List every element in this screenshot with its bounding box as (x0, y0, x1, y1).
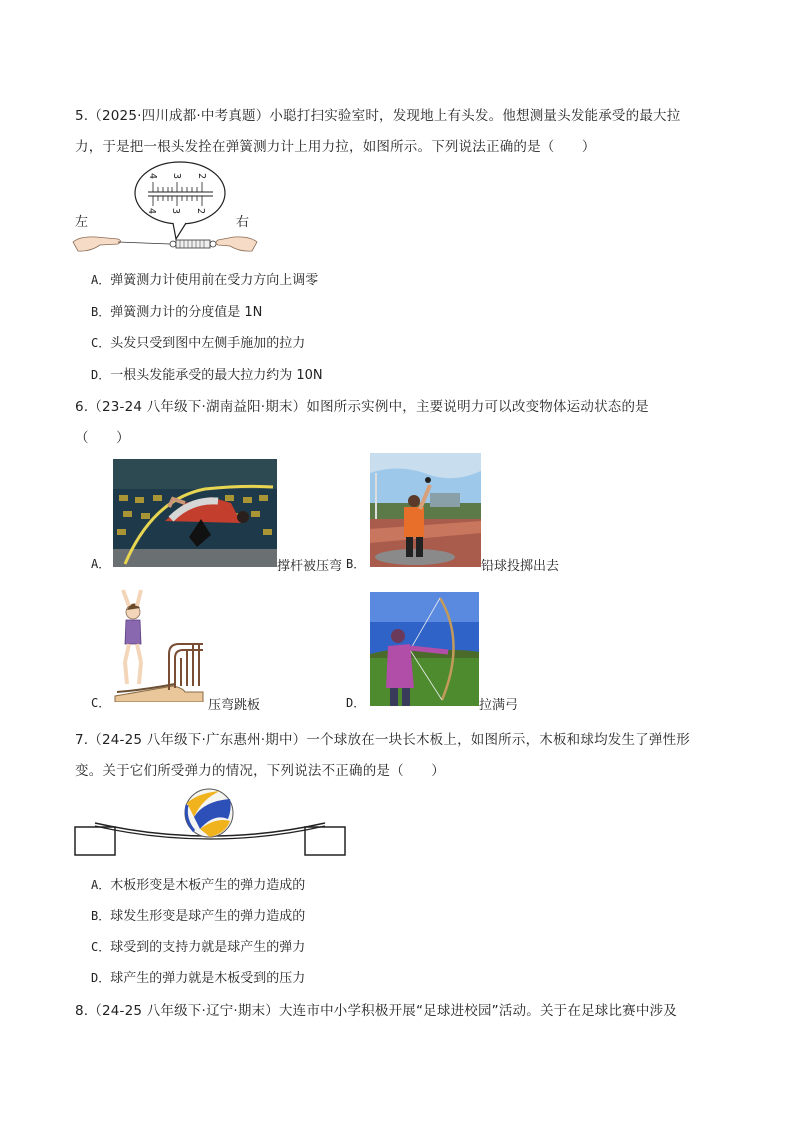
q5-spring-scale-figure (70, 160, 260, 260)
q7-option-c[interactable]: C．球受到的支持力就是球产生的弹力 (91, 940, 306, 955)
q7-option-a[interactable]: A．木板形变是木板产生的弹力造成的 (91, 878, 306, 893)
q6-option-a-caption: 撑杆被压弯 (277, 559, 343, 574)
q7-option-b[interactable]: B．球发生形变是球产生的弹力造成的 (91, 909, 306, 924)
q6-option-a-pole-vault-photo[interactable] (113, 459, 277, 567)
q6-option-b-caption: 铅球投掷出去 (481, 559, 560, 574)
volleyball (185, 789, 233, 837)
scale-top-3: 3 (171, 173, 182, 180)
q6-option-d-caption: 拉满弓 (479, 698, 519, 713)
right-support-block (305, 827, 345, 855)
left-hand (73, 237, 121, 251)
q5-stem-line1: 5.（2025·四川成都·中考真题）小聪打扫实验室时，发现地上有头发。他想测量头发能承受的最大拉 (75, 108, 681, 124)
scale-bottom-4: 4 (146, 208, 157, 215)
q6-option-c-label[interactable]: C． (91, 696, 111, 710)
q6-option-c-diving-board-drawing[interactable] (113, 588, 208, 702)
q6-stem-line1: 6.（23-24 八年级下·湖南益阳·期末）如图所示实例中，主要说明力可以改变物体运动状态的是 (75, 399, 649, 415)
q7-stem-line1: 7.（24-25 八年级下·广东惠州·期中）一个球放在一块长木板上，如图所示，木板和球均发生了弹性形 (75, 732, 690, 748)
q6-option-a-label[interactable]: A． (91, 557, 111, 571)
q5-option-b[interactable]: B．弹簧测力计的分度值是 1N (91, 305, 263, 320)
spring-scale (176, 240, 210, 248)
q5-option-c[interactable]: C．头发只受到图中左侧手施加的拉力 (91, 336, 306, 351)
q5-option-d[interactable]: D．一根头发能承受的最大拉力约为 10N (91, 368, 323, 383)
q7-option-d[interactable]: D．球产生的弹力就是木板受到的压力 (91, 971, 306, 986)
q6-option-d-archery-photo[interactable] (370, 592, 479, 706)
q6-stem-line2: （ ） (75, 430, 130, 446)
scale-bottom-3: 3 (170, 208, 181, 215)
q5-option-a[interactable]: A．弹簧测力计使用前在受力方向上调零 (91, 273, 319, 288)
q8-stem-line1: 8.（24-25 八年级下·辽宁·期末）大连市中小学积极开展“足球进校园”活动。关于在足球比赛中涉及 (75, 1003, 677, 1019)
scale-top-4: 4 (147, 173, 158, 180)
right-hand (216, 237, 257, 251)
q6-option-d-label[interactable]: D． (346, 696, 366, 710)
q5-stem-line2: 力，于是把一根头发拴在弹簧测力计上用力拉，如图所示。下列说法正确的是（ ） (75, 139, 596, 155)
q6-option-b-shot-put-photo[interactable] (370, 453, 481, 567)
left-label: 左 (75, 215, 89, 230)
hair (118, 242, 170, 244)
left-support-block (75, 827, 115, 855)
scale-top-2: 2 (196, 173, 207, 180)
q6-option-b-label[interactable]: B． (346, 557, 366, 571)
q6-option-c-caption: 压弯跳板 (208, 698, 261, 713)
right-label: 右 (236, 215, 250, 230)
scale-bottom-2: 2 (195, 208, 206, 215)
q7-ball-on-board-figure (70, 785, 350, 860)
q7-stem-line2: 变。关于它们所受弹力的情况，下列说法不正确的是（ ） (75, 763, 445, 779)
magnifier-bubble (135, 162, 225, 224)
